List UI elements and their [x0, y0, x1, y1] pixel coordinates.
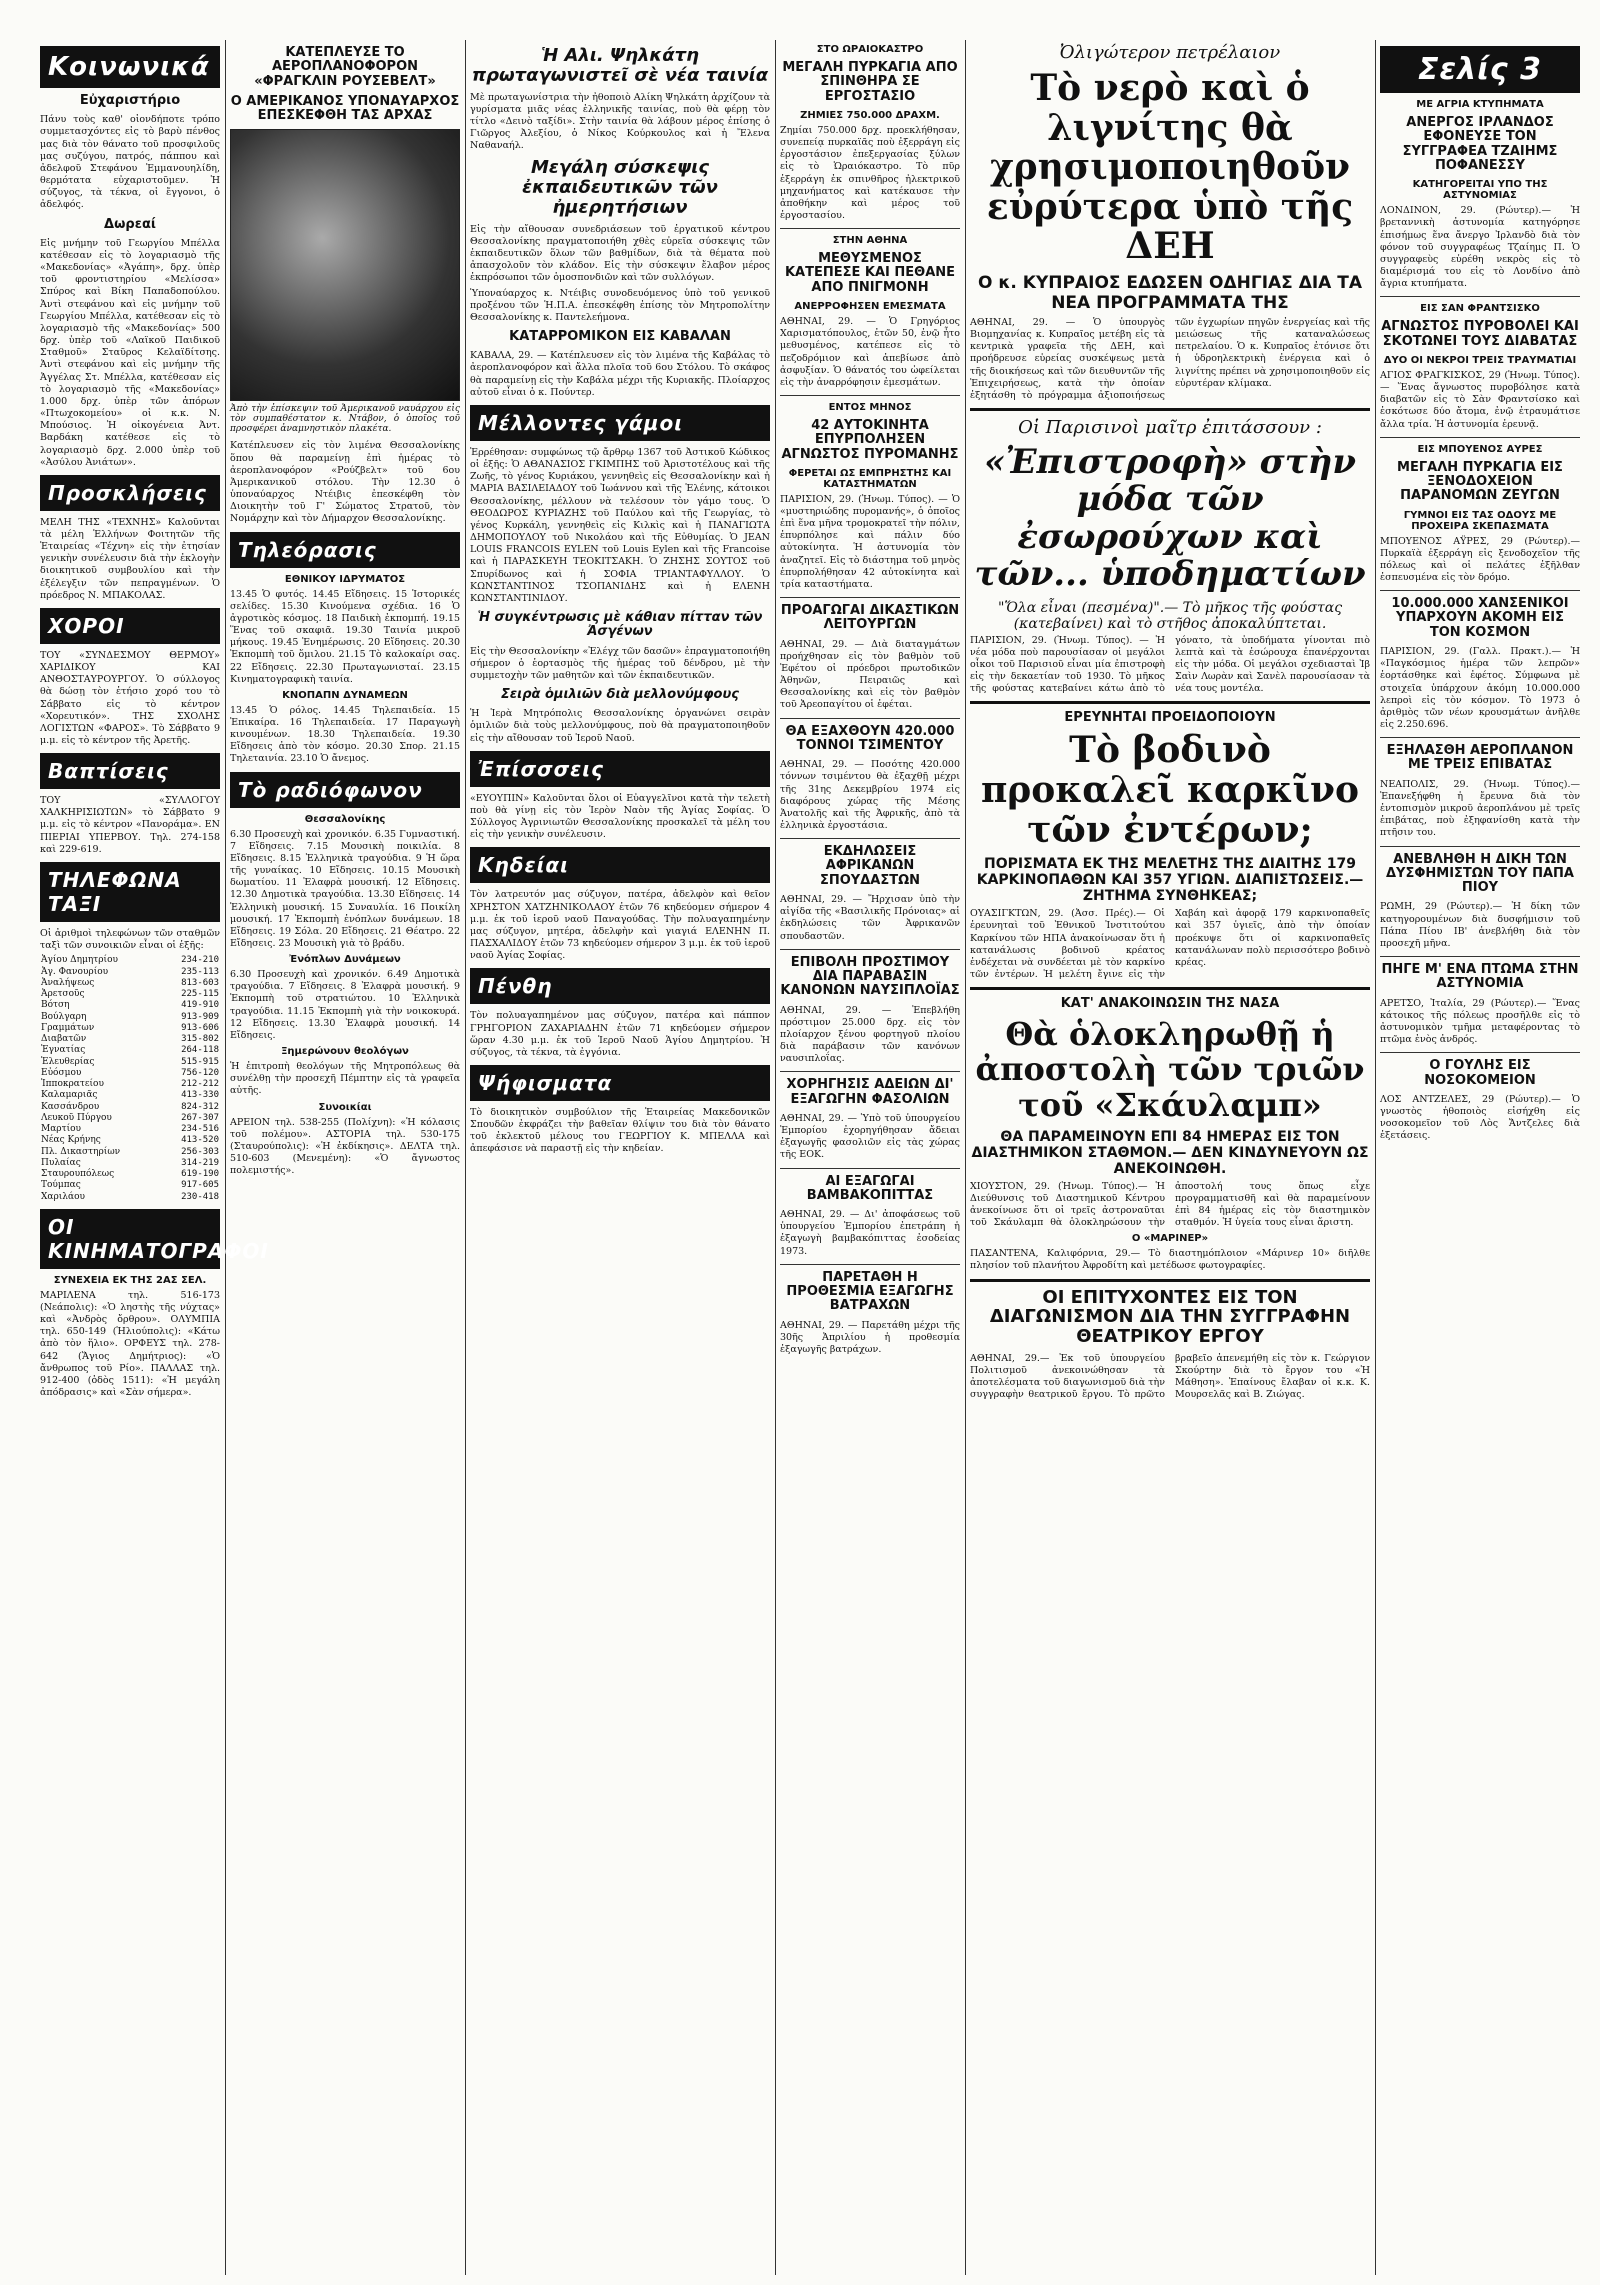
taxi-phone-number: 917-605 [181, 1180, 219, 1191]
headline-dei: Τὸ νερὸ καὶ ὁ λιγνίτης θὰ χρησιμοποιηθοῦν εὐρύτερα ὑπὸ τῆς ΔΕΗ [986, 67, 1354, 268]
subhead-fashion: "Ὅλα εἶναι (πεσμένα)".— Τὸ μῆκος τῆς φούστας (κατεβαίνει) καὶ τὸ στῆθος ἀποκαλύπτεται. [997, 599, 1343, 632]
taxi-phone-number: 413-330 [181, 1090, 219, 1101]
taxi-phone-row [40, 1034, 220, 1045]
headline-skylab: Θὰ ὁλοκληρωθῇ ἡ ἀποστολὴ τῶν τριῶν τοῦ «Σκάυλαμπ» [975, 1015, 1365, 1124]
divider [1380, 737, 1580, 738]
taxi-phone-row [40, 1135, 220, 1146]
sub-fire: ΖΗΜΙΕΣ 750.000 ΔΡΑΧΜ. [800, 109, 940, 121]
taxi-station-name: Γραμμάτων [41, 1022, 95, 1033]
text-cottonseed: ΑΘΗΝΑΙ, 29. — Δι' ἀποφάσεως τοῦ ὑπουργείου Ἐμπορίου ἐπετράπη ἡ ἐξαγωγὴ βαμβακόπιττας ἐσοδείας 1973. [780, 1209, 960, 1257]
headline-leprosy: 10.000.000 ΧΑΝΣΕΝΙΚΟΙ ΥΠΑΡΧΟΥΝ ΑΚΟΜΗ ΕΙΣ ΤΟΝ ΚΟΣΜΟΝ [1391, 596, 1569, 640]
section-banner-invitations: Προσκλήσεις [40, 475, 220, 511]
text-skylab: ΧΙΟΥΣΤΟΝ, 29. (Ἡνωμ. Τύπος).— Ἡ Διεύθυνσις τοῦ Διαστημικοῦ Κέντρου ἀνεκοίνωσε ὅτι οἱ τρεῖς ἀστροναῦται τοῦ Σκάυλαμπ θὰ ὁλοκληρώσουν τὴν ἀποστολή τους ὅπως εἶχε προγραμματισθῆ καὶ θὰ παραμείνουν ἐπὶ 84 ἡμέρας εἰς τὸν διαστημικὸν σταθμόν. Ἡ ὑγεία τους εἶναι ἄριστη. [970, 1180, 1370, 1229]
text-african-students: ΑΘΗΝΑΙ, 29. — Ἤρχισαν ὑπὸ τὴν αἰγίδα τῆς «Βασιλικῆς Πρόνοιας» αἱ ἐκδηλώσεις τῶν Ἀφρικανῶν σπουδαστῶν. [780, 894, 960, 942]
divider [780, 1168, 960, 1169]
photo-caption: Ἀπὸ τὴν ἐπίσκεψιν τοῦ Ἀμερικανοῦ ναυάρχου εἰς τὸν συμπαθέστατον κ. Ντάβον, ὁ ὁποῖος τοῦ προσφέρει ἀναμνηστικὸν πλακέτα. [230, 404, 460, 435]
taxi-phone-number: 913-606 [181, 1022, 219, 1033]
section-banner-funerals: Κηδείαι [470, 847, 770, 883]
divider [970, 1279, 1370, 1282]
taxi-phone-number: 225-115 [181, 989, 219, 999]
taxi-phone-number: 515-915 [181, 1056, 219, 1067]
taxi-phone-number: 756-120 [181, 1067, 219, 1078]
taxi-phone-row [40, 1045, 220, 1056]
taxi-phone-number: 235-113 [181, 966, 219, 977]
text-beans: ΑΘΗΝΑΙ, 29. — Ὑπὸ τοῦ ὑπουργείου Ἐμπορίου ἐχορηγήθησαν ἄδειαι ἐξαγωγῆς φασολιῶν εἰς τὰς χώρας τῆς ΕΟΚ. [780, 1112, 960, 1161]
divider [1380, 846, 1580, 847]
taxi-station-name: Βούλγαρη [41, 1011, 87, 1022]
divider [970, 987, 1370, 990]
headline-plane: ΕΞΗΛΑΣΘΗ ΑΕΡΟΠΛΑΝΟΝ ΜΕ ΤΡΕΙΣ ΕΠΙΒΑΤΑΣ [1386, 743, 1574, 773]
subhead-dei: Ο κ. ΚΥΠΡΑΙΟΣ ΕΔΩΣΕΝ ΟΔΗΓΙΑΣ ΔΙΑ ΤΑ ΝΕΑ ΠΡΟΓΡΑΜΜΑΤΑ ΤΗΣ [977, 272, 1363, 313]
subhead-skylab: ΘΑ ΠΑΡΑΜΕΙΝΟΥΝ ΕΠΙ 84 ΗΜΕΡΑΣ ΕΙΣ ΤΟΝ ΔΙΑΣΤΗΜΙΚΟΝ ΣΤΑΘΜΟΝ.— ΔΕΝ ΚΙΝΔΥΝΕΥΟΥΝ ΩΣ ΑΝΕΚΟΙΝΩΘΗ. [971, 1128, 1369, 1177]
column-rule [225, 40, 226, 2275]
divider [780, 838, 960, 839]
news-photo [230, 129, 460, 401]
headline-film: Ἡ Αλι. Ψηλκάτη πρωταγωνιστεῖ σὲ νέα ταινία [471, 45, 769, 86]
headline-cottonseed: ΑΙ ΕΞΑΓΩΓΑΙ ΒΑΜΒΑΚΟΠΙΤΤΑΣ [806, 1173, 934, 1203]
column-main-stories [970, 40, 1370, 2275]
divider [1380, 956, 1580, 957]
headline-fashion: «Ἐπιστροφὴ» στὴν μόδα τῶν ἐσωρούχων καὶ τῶν... ὑποδηματίων [974, 442, 1366, 595]
divider [970, 408, 1370, 411]
text-gathering: Εἰς τὴν Θεσσαλονίκην «Ἐλέγχ τῶν δασῶν» ἐπραγματοποιήθη σήμερον ὁ ἑορτασμὸς τῆς ἡμέρας τοῦ δένδρου, μὲ τὴν συμμετοχὴν τῶν μαθητῶν καὶ τῶν ἐκπαιδευτικῶν. [470, 645, 770, 681]
taxi-station-name: Ἀγ. Φανουρίου [41, 966, 109, 977]
taxi-station-name: Βότση [41, 1000, 70, 1011]
taxi-phone-row [40, 1090, 220, 1101]
headline-beef: Τὸ βοδινὸ προκαλεῖ καρκῖνο τῶν ἐντέρων; [980, 729, 1360, 851]
taxi-phone-row [40, 1169, 220, 1180]
text-cement: ΑΘΗΝΑΙ, 29. — Ποσότης 420.000 τόννων τσιμέντου θὰ ἐξαχθῇ μέχρι τῆς 31ης Δεκεμβρίου 1974 εἰς διαφόρους χώρας τῆς Μέσης Ἀνατολῆς καὶ τῆς Ἀφρικῆς, ἀπὸ τὰ ἑλληνικὰ ἐργοστάσια. [780, 759, 960, 832]
divider [780, 1071, 960, 1072]
radio-station-2: Ἐνόπλων Δυνάμεων [289, 954, 401, 966]
text-corpse: ΑΡΕΤΣΟ, Ἰταλία, 29 (Ρώυτερ).— Ἕνας κάτοικος τῆς πόλεως προσῆλθε εἰς τὸ ἀστυνομικὸν τμῆμα μεταφέροντας τὸ πτῶμα ἑνὸς ἀνδρός. [1380, 997, 1580, 1046]
section-banner-radio: Τὸ ραδιόφωνον [230, 772, 460, 808]
taxi-phone-number: 234-210 [181, 955, 219, 966]
taxi-phone-row [40, 1000, 220, 1011]
taxi-phone-row [40, 1158, 220, 1169]
taxi-phone-number: 256-303 [181, 1146, 219, 1157]
section-banner-notices: Ἐπίσσσεις [470, 751, 770, 787]
divider [970, 701, 1370, 704]
sub-drunk: ΑΝΕΡΡΟΦΗΣΕΝ ΕΜΕΣΜΑΤΑ [794, 301, 946, 313]
headline-fine: ΕΠΙΒΟΛΗ ΠΡΟΣΤΙΜΟΥ ΔΙΑ ΠΑΡΑΒΑΣΙΝ ΚΑΝΟΝΩΝ ΝΑΥΣΙΠΛΟΪΑΣ [780, 954, 960, 999]
radio-station-1: Θεσσαλονίκης [304, 813, 386, 825]
headline-arsonist: 42 ΑΥΤΟΚΙΝΗΤΑ ΕΠΥΡΠΟΛΗΣΕΝ ΑΓΝΩΣΤΟΣ ΠΥΡΟΜΑΝΗΣ [781, 417, 959, 462]
sub-ba: ΓΥΜΝΟΙ ΕΙΣ ΤΑΣ ΟΔΟΥΣ ΜΕ ΠΡΟΧΕΙΡΑ ΣΚΕΠΑΣΜΑΤΑ [1403, 509, 1557, 532]
text-arsonist: ΠΑΡΙΣΙΟΝ, 29. (Ἡνωμ. Τύπος). — Ὁ «μυστηριώδης πυρομανής», ὁ ὁποῖος ἐπὶ ἕνα μῆνα τρομοκρατεῖ τὴν πόλιν, ἐπυρπόλησε καὶ πάλιν δύο αὐτοκίνητα. Ἡ ἀστυνομία τὸν ἀναζητεῖ. Εἰς τὸ διάστημα τοῦ μηνὸς ἐπυρπολήθησαν 42 αὐτοκίνητα καὶ τρία καταστήματα. [780, 493, 960, 590]
divider [1380, 296, 1580, 297]
headline-promotions: ΠΡΟΑΓΩΓΑΙ ΔΙΚΑΣΤΙΚΩΝ ΛΕΙΤΟΥΡΓΩΝ [780, 603, 960, 633]
text-hospital: ΛΟΣ ΑΝΤΖΕΛΕΣ, 29 (Ρώυτερ).— Ὁ γνωστὸς ἠθοποιὸς εἰσήχθη εἰς νοσοκομεῖον τοῦ Λὸς Ἄντζελες διὰ ἐξετάσεις. [1380, 1093, 1580, 1142]
headline-trial: ΑΝΕΒΛΗΘΗ Η ΔΙΚΗ ΤΩΝ ΔΥΣΦΗΜΙΣΤΩΝ ΤΟΥ ΠΑΠΑ ΠΙΟΥ [1385, 851, 1574, 896]
taxi-phone-row [40, 989, 220, 1000]
tv-channel-1: ΕΘΝΙΚΟΥ ΙΔΡΥΜΑΤΟΣ [284, 573, 406, 585]
section-banner-television: Τηλεόρασις [230, 532, 460, 568]
taxi-station-name: Ἀρετσοῦς [41, 989, 85, 999]
text-trial: ΡΩΜΗ, 29 (Ρώυτερ).— Ἡ δίκη τῶν κατηγορουμένων διὰ δυσφήμισιν τοῦ Πάπα Πίου ΙΒ' ἀνεβλήθη διὰ τὸν προσεχῆ μῆνα. [1380, 901, 1580, 949]
taxi-phone-row [40, 1012, 220, 1023]
text-irish: ΛΟΝΔΙΝΟΝ, 29. (Ρώυτερ).— Ἡ βρεταννικὴ ἀστυνομία κατηγόρησε ἐπισήμως ἕνα ἄνεργο Ἰρλανδὸ διὰ τὸν φόνον τοῦ συγγραφέως Τζαίημς Π. Ὁ συγγραφεὺς εὑρέθη νεκρὸς εἰς τὸ διαμέρισμά του εἰς τὸ Λονδίνο ἀπὸ ἄγρια κτυπήματα. [1380, 205, 1580, 290]
text-admiral-2: Ὑποναύαρχος κ. Ντέιβις συνοδευόμενος ὑπὸ τοῦ γενικοῦ προξένου τῶν Ἡ.Π.Α. ἐπεσκέφθη ἐπίσης τὸν Μητροπολίτην Θεσσαλονίκης κ. Παντελεήμονα. [470, 287, 770, 323]
taxi-phone-number: 315-802 [181, 1034, 219, 1044]
kicker-month: ΕΝΤΟΣ ΜΗΝΟΣ [828, 401, 912, 413]
taxi-station-name: Πυλαίας [41, 1157, 81, 1168]
taxi-station-name: Λευκοῦ Πύργου [41, 1112, 112, 1123]
taxi-station-name: Κασσάνδρου [41, 1101, 100, 1112]
text-baptisms: ΤΟΥ «ΣΥΛΛΟΓΟΥ ΧΑΛΚΗΡΙΣΙΩΤΩΝ» τὸ Σάββατο 9 μ.μ. εἰς τὸ κέντρον «Πανοράμα». ΕΝ ΠΙΕΡΙΑΙ ΥΠΕΡΒΟΥ. Τηλ. 274-158 καὶ 229-619. [40, 795, 220, 855]
subhead-mariner: Ο «ΜΑΡΙΝΕΡ» [1131, 1233, 1209, 1245]
text-fire: Ζημίαι 750.000 δρχ. προεκλήθησαν, συνεπείᾳ πυρκαϊᾶς ποὺ ἐξερράγη εἰς ἐργοστάσιον ἐπεξεργασίας ξύλων εἰς τὸ Ὡραιόκαστρο. Τὸ πῦρ ἐξερράγη ἐκ σπινθῆρος ἠλεκτρικοῦ μηχανήματος καὶ κατέκαυσε τὴν ἀποθήκην καὶ μέρος τοῦ ἐργοστασίου. [780, 124, 960, 221]
text-visit: Κατέπλευσεν εἰς τὸν λιμένα Θεσσαλονίκης ὅπου θὰ παραμείνῃ ἐπὶ ἡμέρας τὸ ἀεροπλανοφόρον «Ρούζβελτ» τοῦ 6ου Ἀμερικανικοῦ στόλου. Τὴν 12.30 ὁ ὑποναύαρχος Ντέιβις ἐπεσκέφθη τὸν Διοικητὴν τοῦ Γ' Σώματος Στρατοῦ, τὸν Νομάρχην καὶ τὸν Δήμαρχον Θεσσαλονίκης. [230, 440, 460, 525]
taxi-station-name: Σταυρουπόλεως [41, 1169, 115, 1179]
taxi-phone-row [40, 1068, 220, 1079]
section-banner-taxi-phones: ΤΗΛΕΦΩΝΑ ΤΑΞΙ [40, 862, 220, 922]
column-world-news [1380, 40, 1580, 2275]
taxi-station-name: Χαριλάου [41, 1191, 85, 1202]
taxi-phone-number: 413-520 [181, 1135, 219, 1146]
subhead-beef: ΠΟΡΙΣΜΑΤΑ ΕΚ ΤΗΣ ΜΕΛΕΤΗΣ ΤΗΣ ΔΙΑΙΤΗΣ 179 ΚΑΡΚΙΝΟΠΑΘΩΝ ΚΑΙ 357 ΥΓΙΩΝ. ΔΙΑΠΙΣΤΩΣΕΙΣ.— ΖΗΤΗΜΑ ΣΥΝΘΗΚΕΑΣ; [976, 856, 1364, 905]
text-mourning: Τὸν πολυαγαπημένον μας σύζυγον, πατέρα καὶ πάππον ΓΡΗΓΟΡΙΟΝ ΖΑΧΑΡΙΑΔΗΝ ἐτῶν 71 κηδεύομεν σήμερον ὥραν 4.30 μ.μ. ἐκ τοῦ Ἱεροῦ Ναοῦ Ἁγίου Δημητρίου. Ἡ σύζυγος, τὰ τέκνα, τὰ ἐγγόνια. [470, 1010, 770, 1058]
text-frogs: ΑΘΗΝΑΙ, 29. — Παρετάθη μέχρι τῆς 30ῆς Ἀπριλίου ἡ προθεσμία ἐξαγωγῆς βατράχων. [780, 1319, 960, 1355]
taxi-phone-row [40, 1102, 220, 1113]
kicker-research: ΕΡΕΥΝΗΤΑΙ ΠΡΟΕΙΔΟΠΟΙΟΥΝ [1064, 710, 1276, 726]
headline-hospital: Ο ΓΟΥΛΗΣ ΕΙΣ ΝΟΣΟΚΟΜΕΙΟΝ [1424, 1058, 1536, 1088]
column-rule [1375, 40, 1376, 2275]
section-banner-baptisms: Βαπτίσεις [40, 753, 220, 789]
headline-thanks: Εὐχαριστήριο [79, 93, 181, 108]
taxi-phone-row [40, 967, 220, 978]
taxi-phone-number: 813-603 [181, 977, 219, 988]
column-rule [965, 40, 966, 2275]
text-theater-contest: ΑΘΗΝΑΙ, 29.— Ἐκ τοῦ ὑπουργείου Πολιτισμοῦ ἀνεκοινώθησαν τὰ ἀποτελέσματα τοῦ διαγωνισμοῦ διὰ τὴν συγγραφὴν θεατρικοῦ ἔργου. Τὸ πρῶτο βραβεῖο ἀπενεμήθη εἰς τὸν κ. Γεώργιον Σκούρτην διὰ τὸ ἔργον του «Ἡ Μάθηση». Ἐπαίνους ἔλαβαν οἱ κ.κ. Κ. Μουρσελᾶς καὶ Β. Ζιώγας. [970, 1353, 1370, 1401]
text-promotions: ΑΘΗΝΑΙ, 29. — Διὰ διαταγμάτων προήχθησαν εἰς τὸν βαθμὸν τοῦ Ἐφέτου οἱ πρόεδροι πρωτοδικῶν Ἀθηνῶν, Πειραιῶς καὶ Θεσσαλονίκης καὶ εἰς τὸν βαθμὸν τοῦ Ἀρεοπαγίτου οἱ ἐφέται. [780, 638, 960, 711]
text-fashion: ΠΑΡΙΣΙΟΝ, 29. (Ἡνωμ. Τύπος). — Ἡ νέα μόδα ποὺ παρουσίασαν οἱ μεγάλοι οἶκοι τοῦ Παρισιοῦ εἶναι μία ἐπιστροφὴ εἰς τὴν δεκαετίαν τοῦ 1930. Τὸ μῆκος τῆς φούστας κατεβαίνει κάτω ἀπὸ τὸ γόνατο, τὰ ὑποδήματα γίνονται πιὸ λεπτὰ καὶ τὰ ἐσώρουχα ἐπανέρχονται εἰς τὴν μόδα. Οἱ μεγάλοι σχεδιασταὶ Ἰβ Σαὶν Λωρὰν καὶ Σανὲλ παρουσίασαν τὰ νέα τους μοντέλα. [970, 634, 1370, 695]
headline-carrier: ΚΑΤΕΠΛΕΥΣΕ ΤΟ ΑΕΡΟΠΛΑΝΟΦΟΡΟΝ «ΦΡΑΓΚΛΙΝ ΡΟΥΣΕΒΕΛΤ» [254, 45, 436, 89]
taxi-phone-number: 264-118 [181, 1045, 219, 1056]
section-banner-social: Κοινωνικά [40, 46, 220, 88]
taxi-phone-row [40, 1147, 220, 1158]
headline-corpse: ΠΗΓΕ Μ' ΕΝΑ ΠΤΩΜΑ ΣΤΗΝ ΑΣΤΥΝΟΜΙΑ [1381, 962, 1579, 992]
text-fine: ΑΘΗΝΑΙ, 29. — Ἐπεβλήθη πρόστιμον 25.000 δρχ. εἰς τὸν πλοίαρχον ξένου φορτηγοῦ πλοίου διὰ παράβασιν τῶν κανόνων ναυσιπλοΐας. [780, 1004, 960, 1065]
text-notices: «ΕΥΟΥΠΙΝ» Καλοῦνται ὅλοι οἱ Εὐαγγελῖνοι κατὰ τὴν τελετὴ ποὺ θὰ γίνῃ εἰς τὸν Ἱερὸν Ναὸν τῆς Ἁγίας Σοφίας. Ὁ Σύλλογος Ἀγρινιωτῶν Θεσσαλονίκης προσκαλεῖ τὰ μέλη του εἰς τὴν γενικὴν συνέλευσιν. [470, 792, 770, 841]
divider [1380, 437, 1580, 438]
taxi-phone-number: 619-190 [181, 1169, 219, 1179]
taxi-station-name: Πλ. Δικαστηρίων [41, 1146, 121, 1157]
divider [780, 949, 960, 950]
text-districts: ΑΡΕΙΟΝ τηλ. 538-255 (Πολίχνη): «Ἡ κόλασις τοῦ πολέμου». ΑΣΤΟΡΙΑ τηλ. 530-175 (Σταυρούπολις): «Ἡ ἐκδίκησις». ΔΕΛΤΑ τηλ. 510-603 (Μενεμένη): «Ὁ ἄγνωστος πολεμιστής». [230, 1116, 460, 1177]
text-dances: ΤΟΥ «ΣΥΝΔΕΣΜΟΥ ΘΕΡΜΟΥ» ΧΑΡΙΔΙΚΟΥ ΚΑΙ ΑΝΘΟΣΤΑΥΡΟΥΡΓΟΥ. Ὁ σύλλογος θὰ δώσῃ τὸν ἐτήσιο χορό του τὸ Σάββατο εἰς τὸ κέντρον «Χορευτικόν». ΤΗΣ ΣΧΟΛΗΣ ΛΟΓΙΣΤΩΝ «ΦΑΡΟΣ». Τὸ Σάββατο 9 μ.μ. εἰς τὸ κέντρον τῆς Ἀρετῆς. [40, 649, 220, 746]
taxi-phone-row [40, 1079, 220, 1090]
headline-theater-contest: ΟΙ ΕΠΙΤΥΧΟΝΤΕΣ ΕΙΣ ΤΟΝ ΔΙΑΓΩΝΙΣΜΟΝ ΔΙΑ ΤΗΝ ΣΥΓΓΡΑΦΗΝ ΘΕΑΤΡΙΚΟΥ ΕΡΓΟΥ [989, 1286, 1351, 1348]
headline-theologians: Ξημερώνουν θεολόγων [281, 1046, 409, 1058]
text-mariner: ΠΑΣΑΝΤΕΝΑ, Καλιφόρνια, 29.— Τὸ διαστημόπλοιον «Μάρινερ 10» διῆλθε πλησίον τοῦ πλανήτου Ἀφροδίτη καὶ μετέδωσε φωτογραφίες. [970, 1248, 1370, 1272]
taxi-phone-number: 267-307 [181, 1112, 219, 1123]
text-donations: Εἰς μνήμην τοῦ Γεωργίου Μπέλλα κατέθεσαν εἰς τὸ λογαριασμὸ τῆς «Μακεδονίας» «Ἀγάπη», δρχ. ὑπὲρ τοῦ φροντιστηρίου «Μελίσσα» Σπύρος καὶ Βίκη Παπαδοπούλου. Ἀντὶ στεφάνου καὶ εἰς μνήμην τοῦ Γεωργίου Μπέλλα, κατέθεσαν εἰς τὸ λογαριασμὸ τῆς «Μακεδονίας» 500 δρχ. ὑπὲρ τοῦ «Λαϊκοῦ Παιδικοῦ Σταθμοῦ» Σταῦρος Κελαϊδίτσης. Ἀντὶ στεφάνου καὶ εἰς μνήμην τῆς Ἀγγέλας Στ. Μπέλλα, κατέθεσαν εἰς τὸ λογαριασμὸ τῆς «Μακεδονίας» 1.000 δρχ. ὑπὲρ τῶν ἀπόρων «Πτωχοκομείου» οἱ κ.κ. Ν. Μπούσιος. Ἡ οἰκογένεια Ἀντ. Βαρδάκη κατέθεσε εἰς τὸ λογαριασμὸ δρχ. 2.000 ὑπὲρ τοῦ «Ἀσύλου Ἀνιάτων». [40, 237, 220, 468]
taxi-phone-row [40, 1057, 220, 1068]
text-tv-1: 13.45 Ὁ φυτός. 14.45 Εἴδησεις. 15 Ἱστορικές σελίδες. 15.30 Κινούμενα σχέδια. 16 Ὁ ἀγροτικὸς κόσμος. 18 Παιδικὴ ἐκπομπή. 19.15 Ἕνας τοῦ σκαφιᾶ. 19.30 Ταινία μικροῦ μήκους. 19.45 Ἐνημέρωσις. 20 Εἴδησεις. 20.30 Ἐκπομπὴ τοῦ ὅμιλου. 21.15 Τὸ καλοκαίρι σας. 22 Εἴδησεις. 22.30 Πρωταγωνισταί. 23.15 Κινηματογραφικὴ ταινία. [230, 588, 460, 685]
taxi-station-name: Ἁγίου Δημητρίου [41, 955, 118, 966]
section-banner-cinemas: ΟΙ ΚΙΝΗΜΑΤΟΓΡΑΦΟΙ [40, 1209, 220, 1269]
taxi-phone-number: 913-909 [181, 1011, 219, 1022]
sub-sf: ΔΥΟ ΟΙ ΝΕΚΡΟΙ ΤΡΕΙΣ ΤΡΑΥΜΑΤΙΑΙ [1383, 354, 1577, 366]
text-taxi-note: Οἱ ἀριθμοὶ τηλεφώνων τῶν σταθμῶν ταξὶ τῶν συνοικιῶν εἶναι οἱ ἑξῆς: [40, 927, 220, 952]
taxi-station-name: Ἱπποκρατείου [41, 1079, 104, 1089]
text-radio-1: 6.30 Προσευχὴ καὶ χρονικόν. 6.35 Γυμναστική. 7 Εἴδησεις. 7.15 Μουσικὴ ποικιλία. 8 Εἴδησεις. 8.15 Ἑλληνικὰ τραγούδια. 9 Ἡ ὥρα τῆς γυναίκας. 10 Εἴδησεις. 10.15 Μουσικὴ δωματίου. 11 Ἐλαφρὰ μουσική. 12 Εἴδησεις. 12.30 Δημοτικὰ τραγούδια. 13.30 Εἴδησεις. 14 Ἑλληνικὴ μουσική. 15 Συναυλία. 16 Ποικίλη μουσική. 17 Ἐκπομπὴ ἐνόπλων δυνάμεων. 18 Εἴδησεις. 19 Σόλα. 20 Εἴδησεις. 21 Θέατρο. 22 Εἴδησεις. 23 Μουσικὴ γιὰ τὸ βράδυ. [230, 828, 460, 950]
taxi-phone-table [40, 955, 220, 1203]
divider [780, 228, 960, 229]
text-ba: ΜΠΟΥΕΝΟΣ ΑΫΡΕΣ, 29 (Ρώυτερ).— Πυρκαϊὰ ἐξερράγη εἰς ξενοδοχεῖον τῆς πόλεως καὶ οἱ πελάτες ἐξῆλθαν ἐσπευσμένα εἰς τὸν δρόμο. [1380, 535, 1580, 584]
page-number-banner: Σελίς 3 [1380, 46, 1580, 93]
text-weddings: Ἐρρέθησαν: συμφώνως τῷ ἄρθρῳ 1367 τοῦ Ἀστικοῦ Κώδικος οἱ ἐξῆς: Ὁ ΑΘΑΝΑΣΙΟΣ ΓΚΙΜΠΗΣ τοῦ Ἀριστοτέλους καὶ τῆς Ζωῆς, τὸ γένος Κυριάκου, γεννηθεὶς εἰς Θεσσαλονίκην καὶ ἡ ΜΑΡΙΑ ΒΑΣΙΛΕΙΑΔΟΥ τοῦ Ἰωάννου καὶ τῆς Ἑλένης, κάτοικοι Θεσσαλονίκης, μέλλουν νὰ τελέσουν τὸν γάμο τους. Ὁ ΘΕΟΔΩΡΟΣ ΚΥΡΙΑΖΗΣ τοῦ Παύλου καὶ τῆς Γεωργίας, τὸ γένος Κυρκάλη, γεννηθεὶς εἰς Κιλκὶς καὶ ἡ ΠΑΝΑΓΙΩΤΑ ΔΗΜΟΠΟΥΛΟΥ τοῦ Νικολάου καὶ τῆς Εὐθυμίας. Ὁ JEAN LOUIS FRANCOIS EYLEN τοῦ Louis Eylen καὶ τῆς Francoise καὶ ἡ ΠΑΡΑΣΚΕΥΗ ΤΕΟΚΙΤΣΑΚΗ. Ὁ ΖΗΣΗΣ ΣΟΥΤΟΣ τοῦ Σπυρίδωνος καὶ ἡ ΣΟΦΙΑ ΤΡΙΑΝΤΑΦΥΛΛΟΥ. Ὁ ΚΩΝΣΤΑΝΤΙΝΟΣ ΤΣΟΠΑΝΙΔΗΣ καὶ ἡ ΕΛΕΝΗ ΚΩΝΣΤΑΝΤΙΝΙΔΟΥ. [470, 446, 770, 604]
headline-frogs: ΠΑΡΕΤΑΘΗ Η ΠΡΟΘΕΣΜΙΑ ΕΞΑΓΩΓΗΣ ΒΑΤΡΑΧΩΝ [786, 1269, 954, 1314]
taxi-phone-row [40, 978, 220, 989]
text-leprosy: ΠΑΡΙΣΙΟΝ, 29. (Γαλλ. Πρακτ.).— Ἡ «Παγκόσμιος ἡμέρα τῶν λεπρῶν» ἑορτάσθηκε καὶ ἐφέτος. Σύμφωνα μὲ στοιχεῖα ὑπάρχουν ἀκόμη 10.000.000 λεπροὶ εἰς τὸν κόσμον. Τὸ 1973 ὁ ἀριθμὸς τῶν νέων κρουσμάτων ἀνῆλθε εἰς 2.250.696. [1380, 646, 1580, 730]
column-mid2 [470, 40, 770, 2275]
headline-gathering: Ἡ συγκέντρωσις μὲ κάθιαν πίτταν τῶν Ἀσγένων [477, 609, 763, 640]
headline-drunk: ΜΕΘΥΣΜΕΝΟΣ ΚΑΤΕΠΕΣΕ ΚΑΙ ΠΕΘΑΝΕ ΑΠΟ ΠΝΙΓΜΟΝΗ [784, 251, 956, 295]
section-banner-mourning: Πένθη [470, 968, 770, 1004]
text-kavala: ΚΑΒΑΛΑ, 29. — Κατέπλευσεν εἰς τὸν λιμένα τῆς Καβάλας τὸ ἀεροπλανοφόρον καὶ ἄλλα πλοῖα τοῦ 6ου Στόλου. Τὸ σκάφος θὰ παραμείνῃ εἰς τὴν Καβάλα μέχρι τῆς Κυριακῆς. Πλοίαρχος αὐτοῦ εἶναι ὁ κ. Πούντερ. [470, 350, 770, 398]
column-social [40, 40, 269, 2275]
taxi-phone-row [40, 1192, 220, 1203]
text-resolutions: Τὸ διοικητικὸν συμβούλιον τῆς Ἑταιρείας Μακεδονικῶν Σπουδῶν ἐκφράζει τὴν βαθεῖαν θλίψιν του διὰ τὸν θάνατο τοῦ ἐκλεκτοῦ μέλους του ΓΕΩΡΓΙΟΥ Κ. ΜΠΕΛΛΑ καὶ ἀπεφάσισε νὰ παραστῇ εἰς τὴν κηδείαν. [470, 1106, 770, 1155]
column-rule [465, 40, 466, 2275]
headline-irish: ΑΝΕΡΓΟΣ ΙΡΛΑΝΔΟΣ ΕΦΟΝΕΥΣΕ ΤΟΝ ΣΥΓΓΡΑΦΕΑ ΤΖΑΙΗΜΣ ΠΟΦΑΝΕΣΣΥ [1402, 115, 1558, 173]
taxi-phone-row [40, 1180, 220, 1191]
text-plane: ΝΕΑΠΟΛΙΣ, 29. (Ἡνωμ. Τύπος).— Ἐπανεξήφθη ἡ ἔρευνα διὰ τὸν ἐντοπισμὸν μικροῦ ἀεροπλάνου μὲ τρεῖς ἐπιβάτας, ποὺ ἐξηφανίσθη κατὰ τὴν πτῆσιν του. [1380, 778, 1580, 839]
text-drunk: ΑΘΗΝΑΙ, 29. — Ὁ Γρηγόριος Χαρισματόπουλος, ἐτῶν 50, ἐνῷ ἦτο μεθυσμένος, κατέπεσε εἰς τὸ πεζοδρόμιον καὶ ἀπεβίωσε ἀπὸ ἀσφυξίαν. Ὁ θάνατός του ὠφείλεται εἰς τὴν ἀναρρόφησιν ἐμεσμάτων. [780, 316, 960, 388]
tv-channel-2: ΚΝΟΠΑΠΝ ΔΥΝΑΜΕΩΝ [282, 689, 408, 701]
column-rule [775, 40, 776, 2275]
text-thanks: Πάνυ τοὺς καθ' οἱονδήποτε τρόπο συμμετασχόντες εἰς τὸ βαρὺ πένθος μας διὰ τὸν θάνατο τοῦ προσφιλοῦς μας συζύγου, πατρός, πάππου καὶ ἀδελφοῦ Στεφάνου Ἐμμανουηλίδη, θερμότατα εὐχαριστοῦμεν. Ἡ σύζυγος, τὰ τέκνα, οἱ ἔγγονοι, ὁ ἀδελφός. [40, 114, 220, 211]
text-film: Μὲ πρωταγωνίστρια τὴν ἠθοποιὸ Αλίκη Ψηλκάτη ἀρχίζουν τὰ γυρίσματα μιᾶς νέας ἑλληνικῆς ταινίας, ποὺ θὰ φέρῃ τὸν τίτλο «Δεινὸ ταξίδι». Στὴν ταινία θὰ λάβουν μέρος ἐπίσης ὁ Γιῶργος Ἀλεξίου, ὁ Νίκος Κούρκουλος καὶ ἡ Ἔλενα Ναθαναήλ. [470, 91, 771, 152]
text-beef: ΟΥΑΣΙΓΚΤΩΝ, 29. (Ἀσσ. Πρές).— Οἱ ἐρευνηταὶ τοῦ Ἐθνικοῦ Ἰνστιτούτου Καρκίνου τῶν ΗΠΑ ἀνακοίνωσαν ὅτι ἡ κατανάλωσις βοδινοῦ κρέατος ἐνδέχεται νὰ συνδέεται μὲ τὸν καρκίνο τῶν ἐντέρων. Ἡ μελέτη ἔγινε εἰς τὴν Χαβάη καὶ ἀφορᾷ 179 καρκινοπαθεῖς καὶ 357 ὑγιεῖς, ἀπὸ τὴν ὁποίαν προέκυψε ὅτι οἱ καρκινοπαθεῖς κατανάλωναν πολὺ περισσότερο βοδινὸ κρέας. [970, 908, 1370, 980]
divider [780, 1264, 960, 1265]
taxi-phone-number: 419-910 [181, 1000, 219, 1011]
headline-ba: ΜΕΓΑΛΗ ΠΥΡΚΑΓΙΑ ΕΙΣ ΞΕΝΟΔΟΧΕΙΟΝ ΠΑΡΑΝΟΜΩΝ ΖΕΥΓΩΝ [1397, 459, 1563, 504]
taxi-phone-row [40, 955, 220, 966]
kicker-irish: ΜΕ ΑΓΡΙΑ ΚΤΥΠΗΜΑΤΑ [1416, 99, 1544, 110]
taxi-phone-number: 234-516 [181, 1124, 219, 1134]
text-funerals: Τὸν λατρευτόν μας σύζυγον, πατέρα, ἀδελφὸν καὶ θεῖον ΧΡΗΣΤΟΝ ΧΑΤΖΗΝΙΚΟΛΑΟΥ ἐτῶν 76 κηδεύομεν σήμερον 4 μ.μ. ἐκ τοῦ ἱεροῦ ναοῦ Παναγούδας. Τὴν πολυαγαπημένην μας σύζυγον, μητέρα, ἀδελφὴν καὶ γιαγιά ΕΛΕΝΗΝ Π. ΠΑΣΧΑΛΙΔΟΥ ἐτῶν 73 κηδεύομεν σήμερον 3 μ.μ. ἐκ τοῦ ἱεροῦ ναοῦ Ἁγίας Σοφίας. [470, 889, 770, 962]
kicker-sf: ΕΙΣ ΣΑΝ ΦΡΑΝΤΣΙΣΚΟ [1420, 303, 1540, 315]
kicker-ba: ΕΙΣ ΜΠΟΥΕΝΟΣ ΑΥΡΕΣ [1417, 443, 1543, 455]
kicker-athens: ΣΤΗΝ ΑΘΗΝΑ [832, 235, 908, 247]
text-sf: ΑΓΙΟΣ ΦΡΑΓΚΙΣΚΟΣ, 29 (Ἡνωμ. Τύπος).— Ἕνας ἄγνωστος πυροβόλησε κατὰ διαβατῶν εἰς τὸ Σὰν Φραντσίσκο καὶ ἐσκότωσε δύο ἄτομα, ἐνῷ ἐτραυμάτισε ἄλλα τρία. Ἡ ἀστυνομία ἐρευνᾷ. [1380, 369, 1580, 430]
section-banner-dances: ΧΟΡΟΙ [40, 608, 220, 644]
text-lectures: Ἡ Ἱερὰ Μητρόπολις Θεσσαλονίκης ὀργανώνει σειρὰν ὁμιλιῶν διὰ τοὺς μελλονύμφους, ποὺ θὰ πραγματοποιηθοῦν εἰς τὴν αἴθουσαν τοῦ Ἱεροῦ Ναοῦ. [470, 708, 770, 744]
headline-fire: ΜΕΓΑΛΗ ΠΥΡΚΑΓΙΑ ΑΠΟ ΣΠΙΝΘΗΡΑ ΣΕ ΕΡΓΟΣΤΑΣΙΟ [782, 60, 958, 104]
sub-arsonist: ΦΕΡΕΤΑΙ ΩΣ ΕΜΠΡΗΣΤΗΣ ΚΑΙ ΚΑΤΑΣΤΗΜΑΤΩΝ [788, 467, 952, 490]
section-label-districts: Συνοικίαι [318, 1101, 372, 1113]
text-theologians: Ἡ ἐπιτροπὴ θεολόγων τῆς Μητροπόλεως θὰ συνέλθῃ τὴν προσεχῆ Πέμπτην εἰς τὰ γραφεῖα αὐτῆς. [230, 1061, 460, 1097]
divider [780, 395, 960, 396]
taxi-phone-row [40, 1023, 220, 1034]
text-radio-2: 6.30 Προσευχὴ καὶ χρονικόν. 6.49 Δημοτικὰ τραγούδια. 7 Εἴδησεις. 8 Ἐλαφρὰ μουσική. 9 Ἐκπομπὴ τοῦ στρατιώτου. 10 Ἑλληνικὰ τραγούδια. 11.15 Ἐκπομπὴ γιὰ τὴν νοικοκυρά. 12 Εἴδησεις. 13.30 Ἐλαφρὰ μουσική. 14 Εἴδησεις. [230, 969, 460, 1041]
column-mid1 [230, 40, 460, 2275]
taxi-phone-row [40, 1124, 220, 1135]
taxi-phone-number: 230-418 [181, 1191, 219, 1202]
taxi-station-name: Ἀναλήψεως [41, 977, 95, 988]
divider [780, 597, 960, 598]
kicker-oil: Ὀλιγώτερον πετρέλαιον [1059, 42, 1281, 63]
sub-irish: ΚΑΤΗΓΟΡΕΙΤΑΙ ΥΠΟ ΤΗΣ ΑΣΤΥΝΟΜΙΑΣ [1412, 179, 1548, 202]
divider [1380, 1052, 1580, 1053]
headline-lectures: Σειρὰ ὁμιλιῶν διὰ μελλονύμφους [501, 687, 739, 703]
section-banner-resolutions: Ψήφισματα [470, 1065, 770, 1101]
divider [780, 718, 960, 719]
headline-beans: ΧΟΡΗΓΗΣΙΣ ΑΔΕΙΩΝ ΔΙ' ΕΞΑΓΩΓΗΝ ΦΑΣΟΛΙΩΝ [786, 1077, 954, 1107]
kicker-nasa: ΚΑΤ' ΑΝΑΚΟΙΝΩΣΙΝ ΤΗΣ ΝΑΣΑ [1060, 996, 1280, 1012]
taxi-station-name: Καλαμαριᾶς [41, 1090, 98, 1101]
text-teachers: Εἰς τὴν αἴθουσαν συνεδριάσεων τοῦ ἐργατικοῦ κέντρου Θεσσαλονίκης πραγματοποιήθη χθὲς εὐρεῖα σύσκεψις τῶν ἐκπαιδευτικῶν ὅλων τῶν βαθμίδων, διὰ τὰ θέματα ποὺ ἀπασχολοῦν τὸν κλάδον. Εἰς τὴν σύσκεψιν ἔλαβον μέρος ἐκπρόσωποι τῶν ὁμοσπονδιῶν καὶ τῶν συλλόγων. [470, 223, 770, 284]
taxi-phone-number: 314-219 [181, 1157, 219, 1168]
headline-teachers: Μεγάλη σύσκεψις ἐκπαιδευτικῶν τῶν ἠμερητήσιων [522, 157, 718, 218]
taxi-station-name: Ἐγνατίας [41, 1045, 86, 1056]
divider [1380, 590, 1580, 591]
taxi-station-name: Διαβατῶν [41, 1034, 87, 1044]
kicker-oraiokastro: ΣΤΟ ΩΡΑΙΟΚΑΣΤΡΟ [816, 44, 924, 55]
text-cinemas: ΜΑΡΙΛΕΝΑ τηλ. 516-173 (Νεάπολις): «Ὁ ληστὴς τῆς νύχτας» καὶ «Ἀνδρὸς ὄρθρου». ΟΛΥΜΠΙΑ τηλ. 650-149 (Ἡλιούπολις): «Κάτω ἀπὸ τὸν ἥλιο». ΟΡΦΕΥΣ τηλ. 278-642 (Ἅγιος Δημήτριος): «Ὁ ἄνθρωπος τοῦ Ρίο». ΠΑΛΛΑΣ τηλ. 912-400 (ὁδὸς 1511): «Ἡ μεγάλη ἀπόδρασις» καὶ «Σὰν σήμερα». [40, 1289, 220, 1398]
text-dei: ΑΘΗΝΑΙ, 29. — Ὁ ὑπουργὸς Βιομηχανίας κ. Κυπραῖος μετέβη εἰς τὰ κεντρικὰ γραφεῖα τῆς ΔΕΗ, καὶ προήδρευσε εὑρείας συσκέψεως μετὰ τῆς διοικήσεως καὶ τῶν διευθυντῶν τῆς Ἐπιχειρήσεως, κατὰ τὴν ὁποίαν ἐξητάσθη τὸ πρόγραμμα ἀξιοποιήσεως τῶν ἐγχωρίων πηγῶν ἐνεργείας καὶ τῆς μειώσεως τῆς καταναλώσεως πετρελαίου. Ὁ κ. Κυπραῖος ἐτόνισε ὅτι ἡ ὑδροηλεκτρικὴ ἐνέργεια καὶ ὁ λιγνίτης πρέπει νὰ χρησιμοποιηθοῦν εἰς εὐρυτέραν κλίμακα. [970, 316, 1370, 401]
taxi-station-name: Μαρτίου [41, 1124, 81, 1134]
headline-sf: ΑΓΝΩΣΤΟΣ ΠΥΡΟΒΟΛΕΙ ΚΑΙ ΣΚΟΤΩΝΕΙ ΤΟΥΣ ΔΙΑΒΑΤΑΣ [1381, 319, 1579, 349]
text-tv-2: 13.45 Ὁ ρόλος. 14.45 Τηλεπαιδεία. 15 Ἐπικαίρα. 16 Τηλεπαιδεία. 17 Παραγωγὴ κινουμένων. 18.30 Τηλεπαιδεία. 19.30 Εἴδησεις ἀπὸ τὸν κόσμο. 20.30 Σπορ. 21.15 Τηλεταινία. 23.10 Ὁ ἄνεμος. [230, 704, 460, 765]
headline-admiral: Ο ΑΜΕΡΙΚΑΝΟΣ ΥΠΟΝΑΥΑΡΧΟΣ ΕΠΕΣΚΕΦΘΗ ΤΑΣ ΑΡΧΑΣ [230, 93, 460, 124]
taxi-station-name: Εὐόσμου [41, 1067, 82, 1078]
text-invitations: ΜΕΛΗ ΤΗΣ «ΤΕΧΝΗΣ» Καλοῦνται τὰ μέλη Ἑλλήνων Φοιτητῶν τῆς Ἑταιρείας «Τέχνη» εἰς τὴν ἐτησίαν γενικὴν συνέλευσιν διὰ τὴν ἐκλογὴν διοικητικοῦ συμβουλίου καὶ τὴν ἐξέλεγξιν τῶν πεπραγμένων. Ὁ πρόεδρος Ν. ΜΠΑΚΟΛΑΣ. [40, 516, 220, 601]
taxi-station-name: Τούμπας [41, 1180, 81, 1191]
headline-donations: Δωρεαί [104, 216, 156, 232]
headline-kavala: ΚΑΤΑΡΡΟΜΙΚΟΝ ΕΙΣ ΚΑΒΑΛΑΝ [509, 329, 731, 345]
section-banner-weddings: Μέλλοντες γάμοι [470, 405, 770, 441]
headline-cement: ΘΑ ΕΞΑΧΘΟΥΝ 420.000 ΤΟΝΝΟΙ ΤΣΙΜΕΝΤΟΥ [785, 723, 955, 753]
taxi-station-name: Νέας Κρήνης [41, 1135, 101, 1146]
kicker-paris: Οἱ Παρισινοὶ μαῖτρ ἐπιτάσσουν : [1018, 417, 1322, 439]
taxi-phone-number: 824-312 [181, 1101, 219, 1112]
taxi-station-name: Ἑλευθερίας [41, 1056, 95, 1067]
cinema-subtitle: ΣΥΝΕΧΕΙΑ ΕΚ ΤΗΣ 2ΑΣ ΣΕΛ. [53, 1274, 207, 1286]
taxi-phone-number: 212-212 [181, 1079, 219, 1089]
headline-african-students: ΕΚΔΗΛΩΣΕΙΣ ΑΦΡΙΚΑΝΩΝ ΣΠΟΥΔΑΣΤΩΝ [819, 844, 921, 888]
taxi-phone-row [40, 1113, 220, 1124]
column-news-short [780, 40, 960, 2275]
